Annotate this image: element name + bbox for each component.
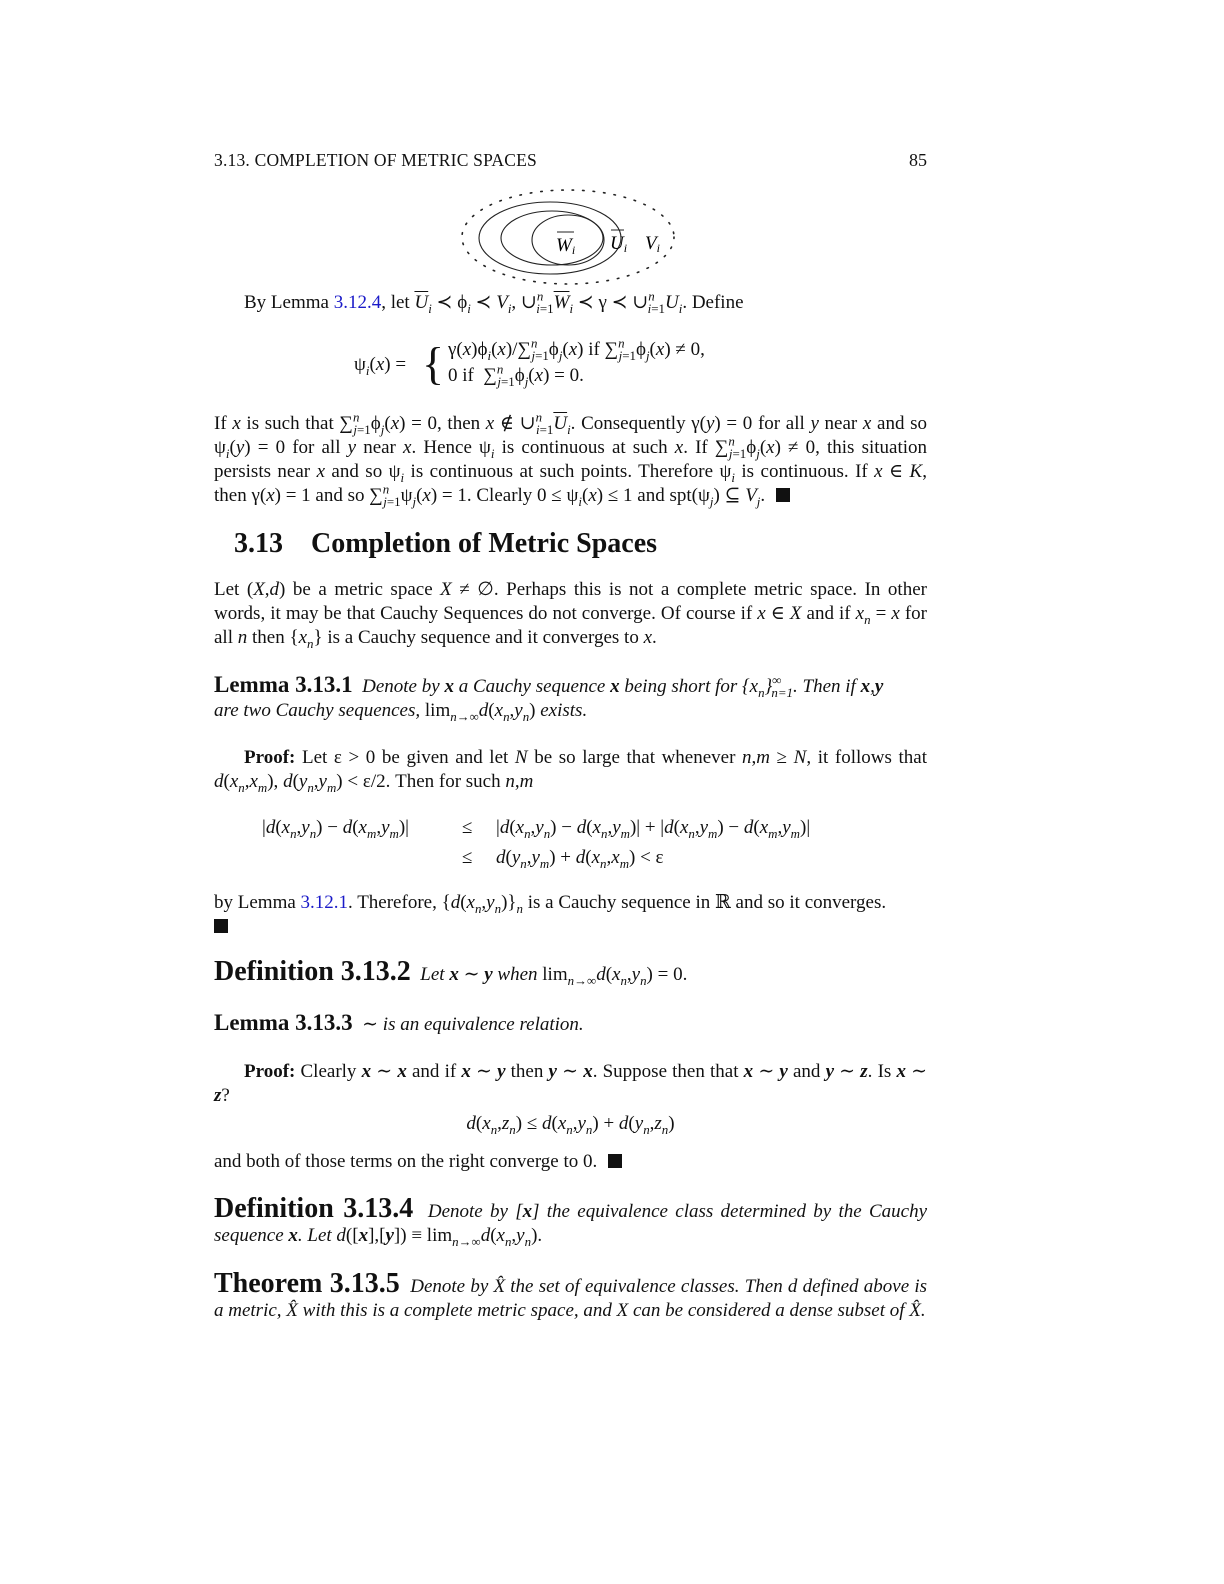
qed-square bbox=[608, 1154, 622, 1168]
proof-label: Proof: bbox=[244, 747, 296, 768]
qed-square bbox=[776, 488, 790, 502]
theorem-3-13-5: Theorem 3.13.5 Denote by X̂ the set of equivalence classes. Then d defined above is a metric, X̂ with this is a complete metric space, and X can be considered a dense subset of X̂. bbox=[214, 1268, 928, 1321]
v-label: Vi bbox=[645, 233, 660, 255]
proof-lemma-3-13-3: Proof: Clearly x ∼ x and if x ∼ y then y ∼ x. Suppose then that x ∼ y and y ∼ z. Is x ∼ z? bbox=[214, 1061, 928, 1106]
definition-3-13-2: Definition 3.13.2 Let x ∼ y when $\lim_{n\to\infty}d(x_n,y_n) = 0$. bbox=[214, 956, 688, 988]
psi-definition-equation: $\psi_i(x)$ = { $\gamma(x)\phi_i(x)/\sum^n_{j=1}\phi_j(x)$ if $\sum^n_{j=1}\phi_j(x) \ne 0$, 0 if $\sum^n_{j=1}\phi_j(x) = 0$. bbox=[354, 335, 705, 389]
page-number: 85 bbox=[909, 150, 927, 170]
v-ellipse bbox=[479, 202, 621, 274]
lemma-3-13-3: Lemma 3.13.3 ∼ is an equivalence relation. bbox=[214, 1010, 584, 1035]
definition-label: Definition 3.13.2 bbox=[214, 956, 411, 987]
theorem-label: Theorem 3.13.5 bbox=[214, 1268, 400, 1299]
definition-label: Definition 3.13.4 bbox=[214, 1193, 414, 1224]
continuity-paragraph: If x is such that $\sum^n_{j=1}\phi_j(x) = 0$, then x ∉ $\cup^n_{i=1}\overline{U}_i$. Consequently γ(y) = 0 for all y near x and so $\psi_i(y) = 0$ for all y near x. Hence $\psi_i$ is continuous at such x. If $\sum^n_{j=1}\phi_j(x) \ne 0$, this situation persists near x and so $\psi_i$ is continuous at such points. Therefore $\psi_i$ is continuous. If x ∈ K, then γ(x) = 1 and so $\sum^n_{j=1}\psi_j(x) = 1$. Clearly $0 \le \psi_i(x) \le 1$ and $spt(\psi_j)$ ⊆ $V_j$. bbox=[214, 409, 928, 509]
qed-square bbox=[214, 919, 228, 933]
lemma-label: Lemma 3.13.1 bbox=[214, 672, 353, 697]
triangle-inequality-display: $|d(x_n,y_n) - d(x_m,y_m)|$ ≤ $|d(x_n,y_n) - d(x_n,y_m)| + |d(x_n,y_m) - d(x_m,y_m)|$ ≤ $d(y_n,y_m) + d(x_n,x_m) < \varepsilon$ bbox=[262, 817, 811, 871]
nested-sets-figure bbox=[460, 186, 680, 290]
proof-label: Proof: bbox=[244, 1061, 296, 1082]
proof-1-conclusion: by Lemma 3.12.1. Therefore, $\{d(x_n,y_n)\}_n$ is a Cauchy sequence in ℝ and so it converges. bbox=[214, 891, 927, 939]
definition-3-13-4: Definition 3.13.4 Denote by [x] the equivalence class determined by the Cauchy sequence x. Let $d([x],[y]) \equiv \lim_{n\to\infty}d(x_n,y_n)$. bbox=[214, 1193, 927, 1249]
lemma-ref-link[interactable]: 3.12.4 bbox=[333, 292, 382, 313]
section-title: Completion of Metric Spaces bbox=[311, 528, 658, 559]
lemma-ref-link-2[interactable]: 3.12.1 bbox=[300, 892, 349, 913]
lemma-3-13-1: Lemma 3.13.1 Denote by x a Cauchy sequence x being short for $\{x_n\}^\infty_{n=1}$. Then if x,y are two Cauchy sequences, $\lim_{n\to\infty}d(x_n,y_n)$ exists. bbox=[214, 672, 884, 724]
page bbox=[214, 0, 927, 1584]
lemma-label: Lemma 3.13.3 bbox=[214, 1010, 353, 1035]
section-number: 3.13 bbox=[234, 528, 283, 559]
w-label: Wi bbox=[556, 235, 576, 257]
partition-lemma-line: By Lemma 3.12.4, let $\overline{U}_i$ ≺ $\phi_i$ ≺ $V_i$, $\cup^n_{i=1}\overline{W}_i$ ≺ γ ≺ $\cup^n_{i=1}U_i$. Define bbox=[244, 288, 744, 316]
proof-lemma-3-13-1: Proof: Let ε > 0 be given and let N be so large that whenever n,m ≥ N, it follows that $d(x_n,x_m)$, $d(y_n,y_m) < \varepsilon/2$. Then for such n,m bbox=[214, 747, 927, 795]
intro-paragraph: Let (X,d) be a metric space X ≠ ∅. Perhaps this is not a complete metric space. In other words, it may be that Cauchy Sequences do not converge. Of course if x ∈ X and if $x_n = x$ for all n then $\{x_n\}$ is a Cauchy sequence and it converges to x. bbox=[214, 579, 927, 651]
triangle-equation: $d(x_n,z_n) \le d(x_n,y_n) + d(y_n,z_n)$ bbox=[466, 1113, 675, 1137]
section-heading bbox=[234, 528, 658, 559]
proof-2-conclusion: and both of those terms on the right converge to 0. bbox=[214, 1150, 927, 1174]
u-label: Ui bbox=[610, 233, 628, 255]
running-header-section: 3.13. COMPLETION OF METRIC SPACES bbox=[214, 150, 537, 170]
